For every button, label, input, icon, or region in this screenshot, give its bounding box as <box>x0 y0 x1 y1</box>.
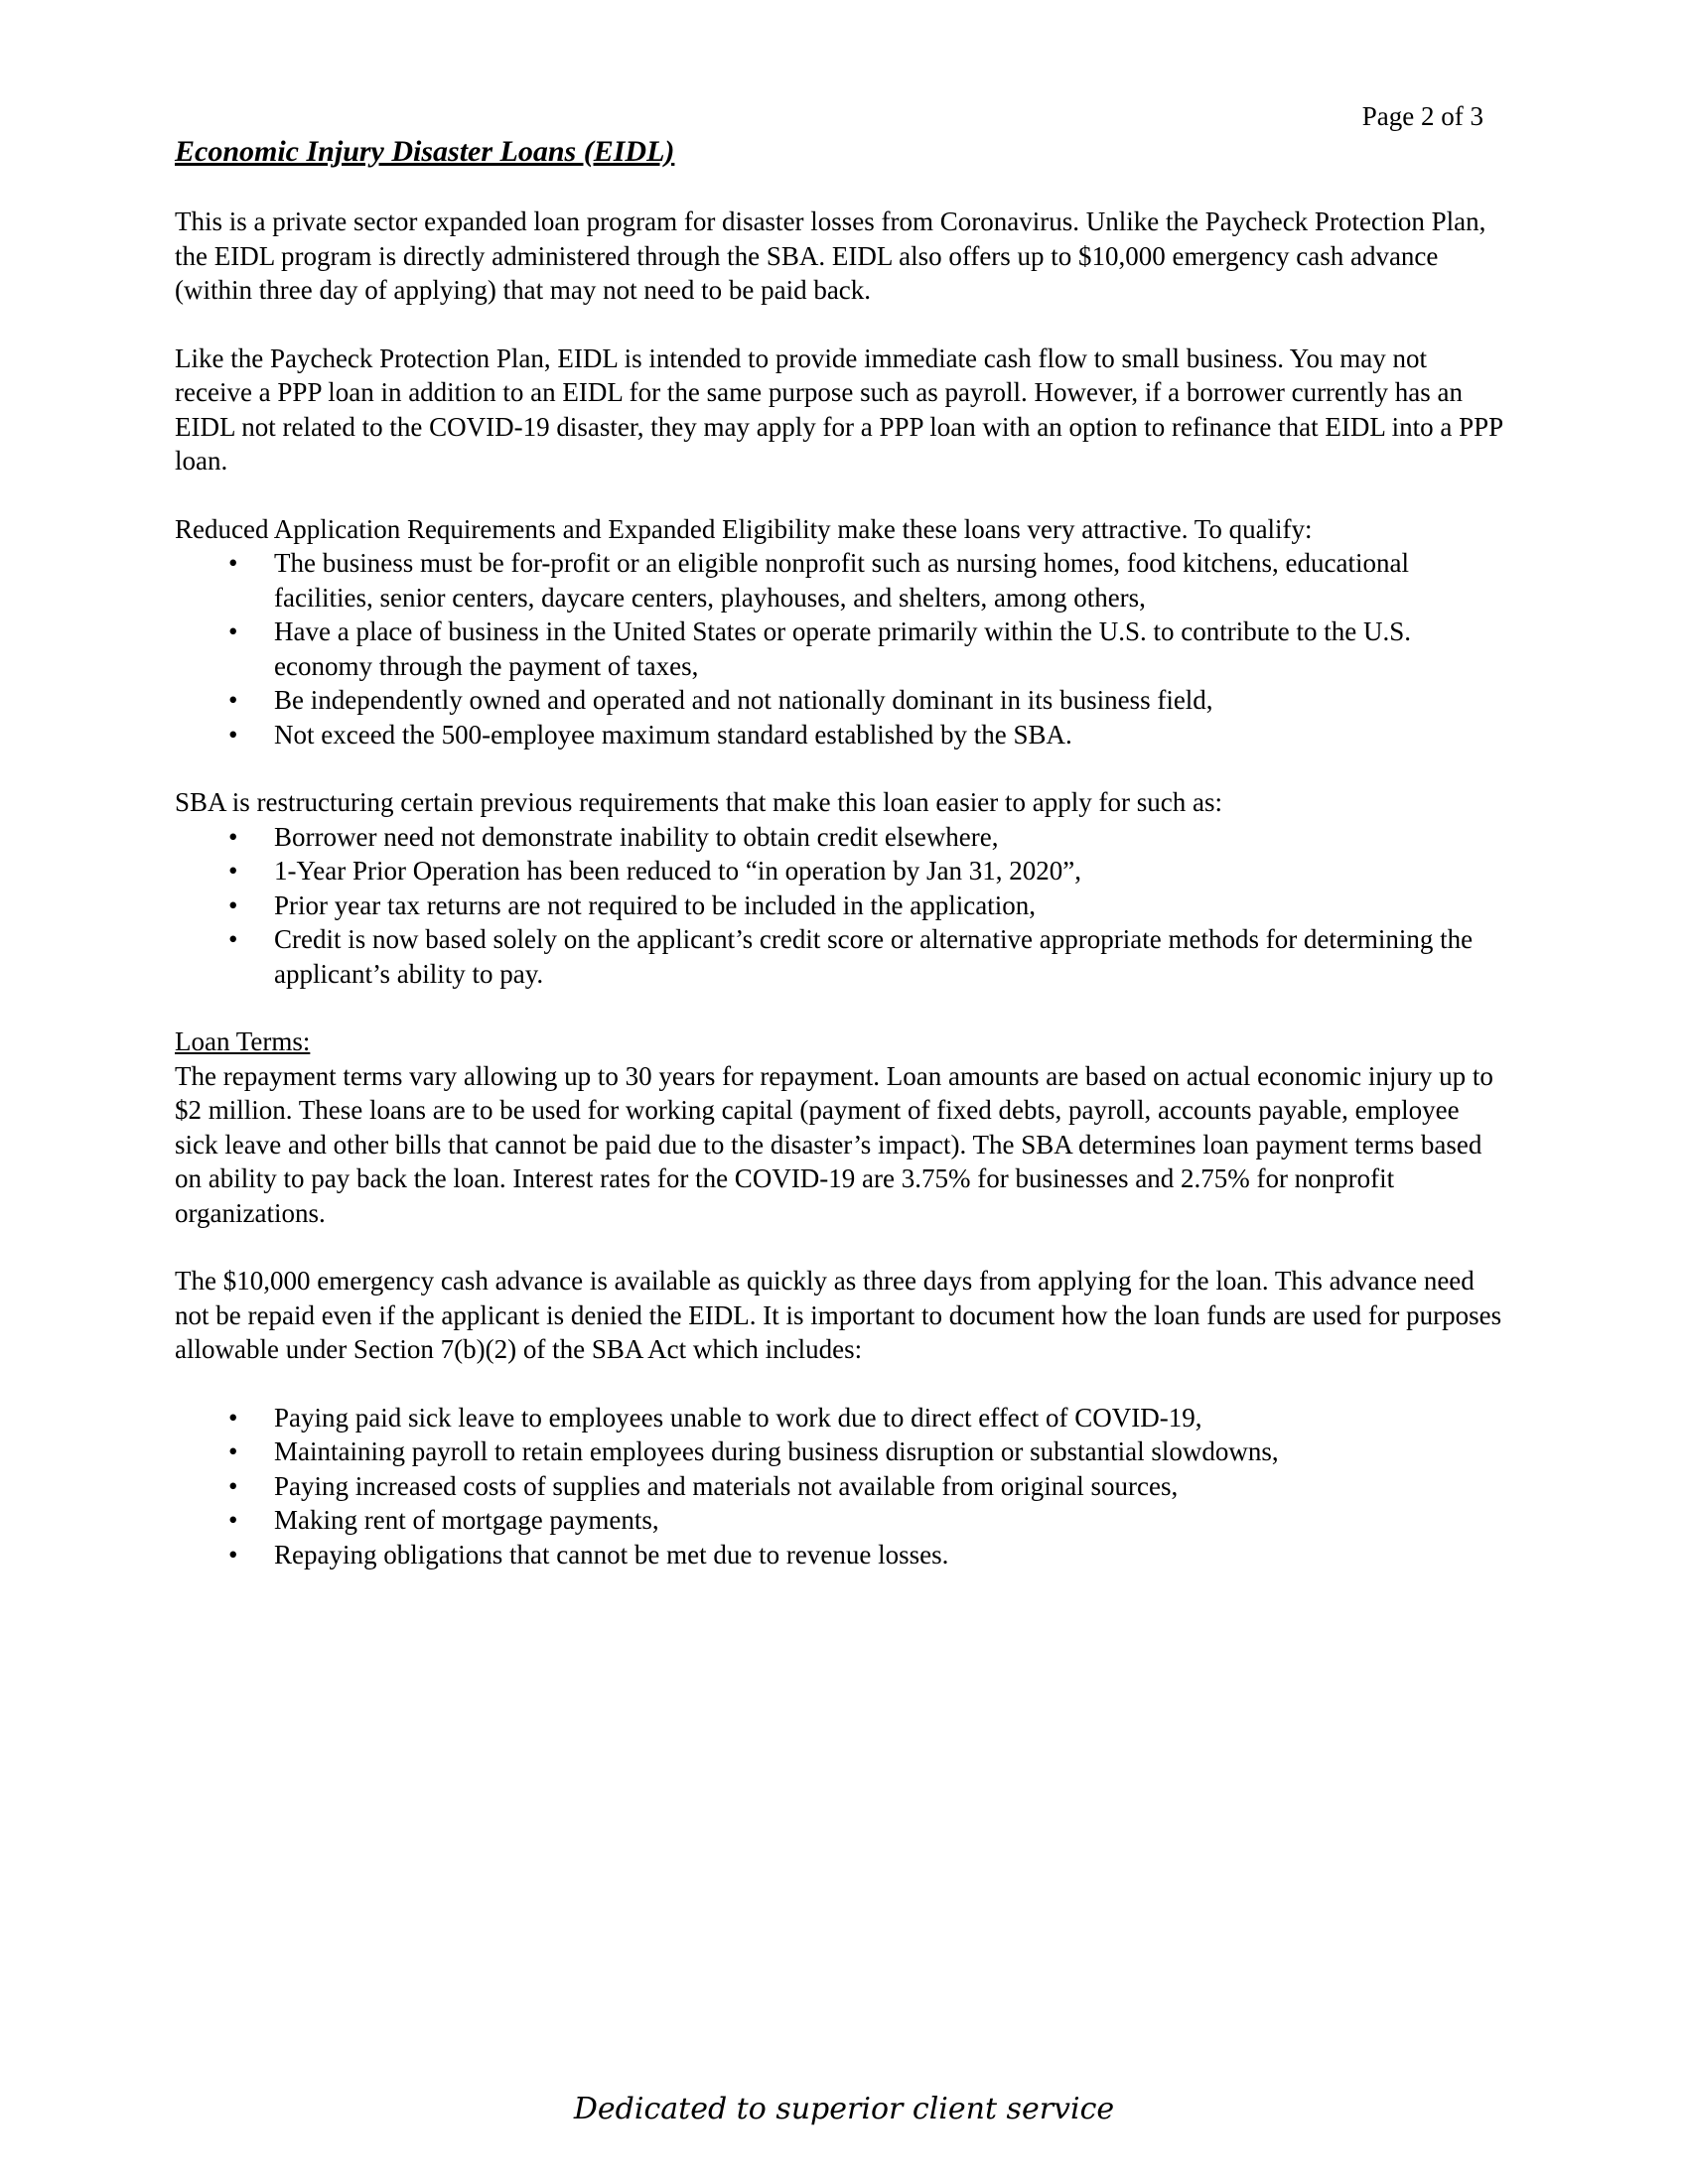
bullet-icon: • <box>228 1505 238 1535</box>
list-item: • Prior year tax returns are not required to be included in the application, <box>175 888 1505 923</box>
restructuring-list <box>175 820 1505 992</box>
list-item: • The business must be for-profit or an eligible nonprofit such as nursing homes, food kitchens, educational facilities, senior centers, daycare centers, playhouses, and shelters, among others, <box>228 548 1409 613</box>
list-item: • Paying paid sick leave to employees unable to work due to direct effect of COVID-19, <box>175 1401 1505 1435</box>
advance-paragraph: The $10,000 emergency cash advance is available as quickly as three days from applying for the loan. This advance need not be repaid even if the applicant is denied the EIDL. It is important to document how the loan funds are used for purposes allowable under Section 7(b)(2) of the SBA Act which includes: <box>175 1266 1502 1364</box>
allowable-uses-list <box>175 1401 1505 1572</box>
list-item: • Be independently owned and operated and not nationally dominant in its business field, <box>175 683 1505 718</box>
bullet-icon: • <box>228 616 238 646</box>
loan-terms-paragraph: The repayment terms vary allowing up to 30 years for repayment. Loan amounts are based on actual economic injury up to $2 million. These loans are to be used for working capital (payment of fixed debts, payroll, accounts payable, employee sick leave and other bills that cannot be paid due to the disaster’s impact). The SBA determines loan payment terms based on ability to pay back the loan. Interest rates for the COVID-19 are 3.75% for businesses and 2.75% for nonprofit organizations. <box>175 1060 1493 1228</box>
bullet-icon: • <box>228 821 238 852</box>
list-item: • Paying increased costs of supplies and materials not available from original sources, <box>175 1469 1505 1504</box>
loan-terms-heading: Loan Terms: <box>175 1026 311 1056</box>
list-item: • Have a place of business in the United States or operate primarily within the U.S. to contribute to the U.S. economy through the payment of taxes, <box>228 616 1411 681</box>
bullet-icon: • <box>228 548 238 578</box>
bullet-icon: • <box>228 1436 238 1466</box>
page-number: Page 2 of 3 <box>1361 101 1483 131</box>
intro-paragraph-2: Like the Paycheck Protection Plan, EIDL is intended to provide immediate cash flow to small business. You may not receive a PPP loan in addition to an EIDL for the same purpose such as payroll. However, if a borrower currently has an EIDL not related to the COVID-19 disaster, they may apply for a PPP loan with an option to refinance that EIDL into a PPP loan. <box>175 342 1503 476</box>
restructuring-lead: SBA is restructuring certain previous requirements that make this loan easier to apply for such as: <box>175 787 1222 817</box>
bullet-icon: • <box>228 856 238 886</box>
list-item: • Not exceed the 500-employee maximum standard established by the SBA. <box>175 718 1505 752</box>
intro-paragraph-1: This is a private sector expanded loan program for disaster losses from Coronavirus. Unlike the Paycheck Protection Plan, the EIDL program is directly administered through the SBA. EIDL also offers up to $10,000 emergency cash advance (within three day of applying) that may not need to be paid back. <box>175 206 1486 305</box>
list-item: • Borrower need not demonstrate inability to obtain credit elsewhere, <box>175 820 1505 855</box>
list-item: • Repaying obligations that cannot be met due to revenue losses. <box>175 1538 1505 1572</box>
eligibility-list <box>175 546 1505 751</box>
bullet-icon: • <box>228 1470 238 1501</box>
footer-tagline: Dedicated to superior client service <box>573 2092 1115 2126</box>
list-item: • Maintaining payroll to retain employees during business disruption or substantial slowdowns, <box>175 1434 1505 1469</box>
list-item: • Making rent of mortgage payments, <box>175 1503 1505 1538</box>
page-title: Economic Injury Disaster Loans (EIDL) <box>175 135 675 168</box>
bullet-icon: • <box>228 924 238 954</box>
bullet-icon: • <box>228 719 238 750</box>
bullet-icon: • <box>228 1539 238 1570</box>
list-item: • Credit is now based solely on the applicant’s credit score or alternative appropriate methods for determining the applicant’s ability to pay. <box>228 924 1474 989</box>
bullet-icon: • <box>228 685 238 715</box>
document-body <box>175 133 1505 1605</box>
list-item: • 1-Year Prior Operation has been reduced to “in operation by Jan 31, 2020”, <box>175 854 1505 888</box>
eligibility-lead: Reduced Application Requirements and Expanded Eligibility make these loans very attractive. To qualify: <box>175 513 1313 544</box>
bullet-icon: • <box>228 889 238 920</box>
bullet-icon: • <box>228 1402 238 1433</box>
